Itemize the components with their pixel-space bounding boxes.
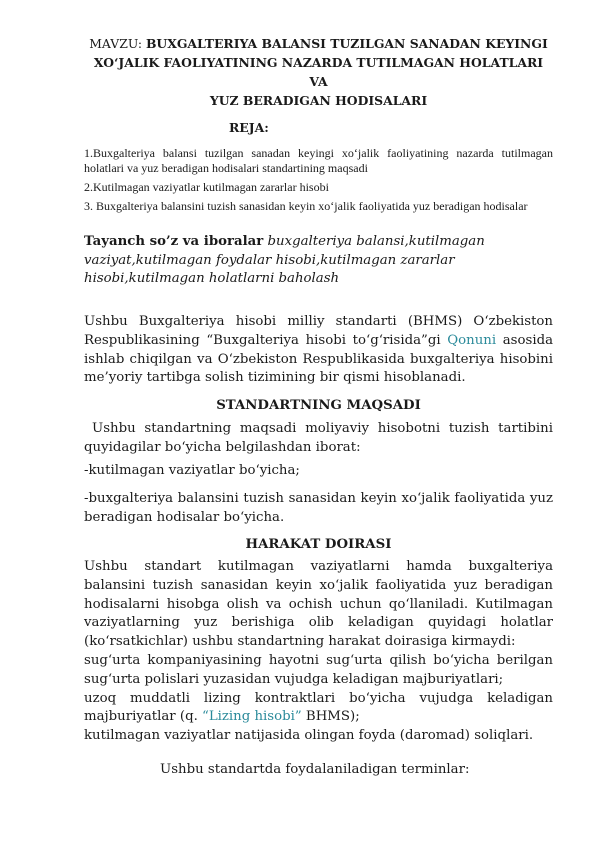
doira-item-2-start: uzoq muddatli lizing kontraktlari bo‘yicha vujudga keladigan majburiyatlar (q.: [84, 690, 553, 725]
title-prefix: MAVZU:: [89, 36, 146, 51]
title-line-1-bold: BUXGALTERIYA BALANSI TUZILGAN SANADAN KEYINGI: [145, 36, 548, 51]
doira-section: [84, 558, 553, 746]
doira-item-1: sug‘urta kompaniyasining hayotni sug‘urta qilish bo‘yicha berilgan sug‘urta polislari yuzasidan vujudga keladigan majburiyatlari;: [84, 652, 553, 687]
title-line-3: YUZ BERADIGAN HODISALARI: [209, 93, 428, 108]
section-heading-maqsad: STANDARTNING MAQSADI: [216, 398, 421, 413]
doira-item-2: [84, 690, 553, 728]
plan-item-3: 3. Buxgalteriya balansini tuzish sanasidan keyin xo‘jalik faoliyatida yuz beradigan hodisalar: [84, 199, 528, 213]
plan-item-1: 1.Buxgalteriya balansi tuzilgan sanadan keyingi xo‘jalik faoliyatining nazarda tutilmagan holatlari va yuz beradigan hodisalari standartining maqsadi: [84, 146, 553, 175]
lizing-hisobi-link[interactable]: “Lizing hisobi”: [202, 709, 302, 725]
intro-text-end: asosida ishlab chiqilgan va O‘zbekiston Respublikasida buxgalteriya hisobini me’yoriy tartibga solish tizimining bir qismi hisoblanadi.: [84, 332, 554, 386]
doira-item-3: kutilmagan vaziyatlar natijasida olingan foyda (daromad) soliqlari.: [84, 728, 534, 744]
terms-heading: Ushbu standartda foydalaniladigan terminlar:: [160, 762, 470, 777]
maqsad-item-1: -kutilmagan vaziyatlar bo‘yicha;: [84, 463, 300, 478]
title-line-1: [84, 34, 553, 53]
title-line-2: XO‘JALIK FAOLIYATINING NAZARDA TUTILMAGAN HOLATLARI VA: [93, 55, 544, 89]
intro-paragraph: [84, 313, 553, 388]
keywords-label: Tayanch so’z va iboralar: [84, 234, 264, 249]
qonuni-link[interactable]: Qonuni: [447, 332, 497, 348]
maqsad-item-2: -buxgalteriya balansini tuzish sanasidan keyin xo‘jalik faoliyatida yuz beradigan hodisalar bo‘yicha.: [84, 491, 553, 525]
doira-paragraph: Ushbu standart kutilmagan vaziyatlarni hamda buxgalteriya balansini tuzish sanasidan keyin xo‘jalik faoliyatida yuz beradigan hodisalarni hisobga olish va ochish uchun qo‘llaniladi. Kutilmagan vaziyatlarning yuz berishiga olib keladigan quyidagi holatlar (ko‘rsatkichlar) ushbu standartning harakat doirasiga kirmaydi:: [84, 559, 553, 650]
section-heading-doira: HARAKAT DOIRASI: [245, 537, 392, 552]
intro-text-start: Ushbu Buxgalteriya hisobi milliy standarti (BHMS) O‘zbekiston Respublikasining “Buxgalteriya hisobi to‘g‘risida”gi: [84, 314, 553, 348]
doira-item-2-end: BHMS);: [301, 709, 360, 725]
keywords-paragraph: [84, 233, 553, 289]
plan-heading: REJA:: [229, 120, 269, 135]
keywords-text: buxgalteriya balansi,kutilmagan vaziyat,kutilmagan foydalar hisobi,kutilmagan zararlar hisobi,kutilmagan holatlarni baholash: [84, 234, 485, 286]
document-title: [84, 34, 553, 110]
maqsad-paragraph: Ushbu standartning maqsadi moliyaviy hisobotni tuzish tartibini quyidagilar bo‘yicha belgilashdan iborat:: [84, 421, 553, 455]
plan-item-2: 2.Kutilmagan vaziyatlar kutilmagan zararlar hisobi: [84, 180, 329, 194]
